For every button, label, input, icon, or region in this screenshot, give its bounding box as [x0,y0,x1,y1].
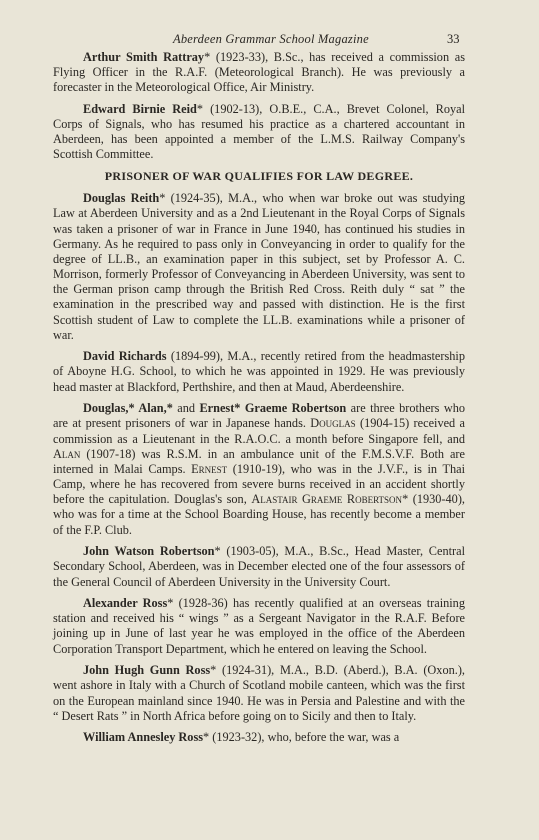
person-name: Ernest* Graeme Robertson [199,401,347,416]
person-name: William Annesley Ross [83,730,204,745]
page-number: 33 [447,32,460,46]
small-caps-name: Ernest [191,461,228,476]
article-body [53,50,465,752]
entry-richards [53,349,465,394]
section-heading: PRISONER OF WAR QUALIFIES FOR LAW DEGREE. [104,169,414,184]
entry-text: * (1930-40), who was for a time at the School Boarding House, has recently become a member of the F.P. Club. [53,492,465,537]
person-name: Douglas Reith [83,191,160,206]
entry-text: are three brothers who are at present prisoners of war in Japanese hands. [53,401,465,431]
entry-text: * (1928-36) has recently qualified at an overseas training station and received his “ wings ” as a Sergeant Navigator in the R.A.F. Before joining up in June of last year he was employed in the office of the Aberdeen Corporation Transport Department, which he entered on leaving the School. [53,596,465,656]
entry-rattray [53,50,465,95]
entry-text: (1907-18) was R.S.M. in an ambulance unit of the F.M.S.V.F. Both are interned in Malai Camps. [53,446,465,476]
small-caps-name: Douglas [310,416,356,431]
person-name: John Watson Robertson [83,544,215,559]
entry-a-ross [53,596,465,657]
entry-wa-ross [53,730,465,745]
entry-text: * (1903-05), M.A., B.Sc., Head Master, Central Secondary School, Aberdeen, was in December elected one of the four assessors of the General Council of Aberdeen University in the University Court. [53,544,465,589]
person-name: Arthur Smith Rattray [83,50,205,64]
entry-jw-robertson [53,544,465,589]
person-name: Alexander Ross [83,596,168,611]
entry-text: and [172,401,200,416]
entry-reid [53,102,465,163]
entry-reith [53,191,465,343]
entry-text: * (1902-13), O.B.E., C.A., Brevet Colonel, Royal Corps of Signals, who has resumed his practice as a chartered accountant in Aberdeen, has been appointed a member of the L.M.S. Railway Company's Scottish Committee. [53,101,465,162]
running-title: Aberdeen Grammar School Magazine [173,32,369,46]
entry-text: (1894-99), M.A., recently retired from the headmastership of Aboyne H.G. School, to which he was appointed in 1929. He was previously head master at Blackford, Perthshire, and then at Maud, Aberdeenshire. [53,349,465,394]
entry-text: * (1924-31), M.A., B.D. (Aberd.), B.A. (Oxon.), went ashore in Italy with a Church of Scotland mobile canteen, which was the first on the European mainland since 1940. He was in Persia and Palestine and with the “ Desert Rats ” in North Africa before going on to Sicily and then to Italy. [53,663,465,723]
person-name: * Alan,* [128,401,173,416]
entry-text: * (1923-32), who, before the war, was a [203,730,400,745]
entry-robertson-brothers [53,401,465,537]
entry-text: * (1923-33), B.Sc., has received a commission as Flying Officer in the R.A.F. (Meteorological Branch). He was previously a forecaster in the Meteorological Office, Air Ministry. [53,50,465,95]
small-caps-name: Alan [53,446,81,461]
person-name: Douglas, [83,401,129,416]
entry-text: (1910-19), who was in the J.V.F., is in Thai Camp, where he has recovered from severe burns received in an accident shortly before the capitulation. Douglas's son, [53,461,465,507]
person-name: John Hugh Gunn Ross [83,663,211,678]
entry-text: * (1924-35), M.A., who when war broke out was studying Law at Aberdeen University and as a 2nd Lieutenant in the Royal Corps of Signals was taken a prisoner of war in France in June 1940, has continued his studies in Germany. As he required to pass only in Conveyancing in order to qualify for the degree of LL.B., an examination paper in this subject, set by Professor A. C. Morrison, formerly Professor of Conveyancing in Aberdeen University, was sent to the German prison camp through the British Red Cross. Reith duly “ sat ” the examination in the prescribed way and passed with distinction. He is the first Scottish student of Law to complete the LL.B. examinations while a prisoner of war. [53,191,465,342]
entry-jhg-ross [53,663,465,724]
entry-text: (1904-15) received a commission as a Lieutenant in the R.A.O.C. a month before Singapore fell, and [53,416,465,446]
small-caps-name: Alastair Graeme Robertson [251,492,403,507]
person-name: Edward Birnie Reid [83,101,197,116]
person-name: David Richards [83,349,167,364]
